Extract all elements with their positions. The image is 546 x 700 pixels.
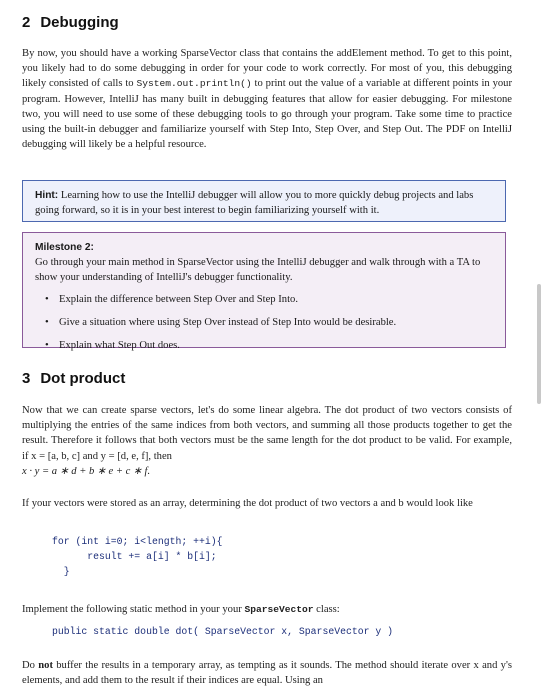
- text-span: Implement the following static method in your your: [22, 604, 245, 615]
- section-number: 3: [22, 370, 31, 387]
- scrollbar-thumb[interactable]: [537, 284, 541, 404]
- section-heading-debugging: [22, 14, 119, 31]
- text-span: class:: [313, 604, 340, 615]
- section-title: Dot product: [40, 370, 126, 387]
- text-span: If your vectors were stored as an array, determining the dot product of two vectors a and b would look like: [22, 498, 473, 509]
- math-formula: x · y = a ∗ d + b ∗ e + c ∗ f.: [22, 465, 151, 477]
- text-span: and: [82, 450, 99, 462]
- text-span: buffer the results in a temporary array, as tempting as it sounds. The method should iterate over x and y's elements, and add them to the result if their indices are equal. Using an: [22, 660, 512, 687]
- list-item: • Explain what Step Out does.: [45, 338, 493, 353]
- text-span: to print out the value of a variable at different points in your program. However, IntelliJ has many built in debugging features that allow for easier debugging. For milestone two, you will need to use some of these debugging tools to go through your program. Take some time to practice using the built-in debugger and familiarize yourself with Step Into, Step Over, and Step Out. The PDF on IntelliJ debugging will likely be a helpful resource.: [22, 78, 512, 151]
- section-number: 2: [22, 14, 31, 31]
- milestone-box: [22, 232, 506, 352]
- debugging-paragraph: [22, 46, 512, 152]
- inline-code: SparseVector: [244, 604, 314, 615]
- section-heading-dot-product: [22, 370, 125, 387]
- array-paragraph: [22, 496, 512, 511]
- buffer-paragraph: [22, 658, 512, 688]
- hint-text: Learning how to use the IntelliJ debugger will allow you to more quickly debug projects and labs going forward, so it is in your best interest to begin familiarizing yourself with it.: [35, 190, 474, 217]
- code-block-loop: for (int i=0; i<length; ++i){ result += a[i] * b[i]; }: [52, 536, 223, 577]
- list-item: • Explain the difference between Step Over and Step Into.: [45, 292, 493, 307]
- dot-product-paragraph: [22, 403, 512, 479]
- milestone-list: [35, 292, 493, 354]
- hint-box: [22, 180, 506, 222]
- text-span: then: [153, 450, 172, 462]
- bold-text: not: [38, 660, 53, 671]
- text-span: By now, you should have a working SparseVector class that contains the addElement method. To get to this point, you likely had to do some debugging in order for your code to work correctly. For most of you, this debugging likely consisted of calls to: [22, 48, 512, 90]
- math-y: y = [d, e, f],: [100, 450, 152, 462]
- list-item: • Give a situation where using Step Over instead of Step Into would be desirable.: [45, 315, 493, 330]
- text-span: Do: [22, 660, 39, 671]
- code-method-signature: public static double dot( SparseVector x, SparseVector y ): [52, 626, 393, 637]
- implement-paragraph: [22, 602, 512, 617]
- hint-label: Hint:: [35, 190, 59, 201]
- section-title: Debugging: [40, 14, 119, 31]
- milestone-text: Go through your main method in SparseVector using the IntelliJ debugger and walk through with a TA to show your understanding of IntelliJ's debugger functionality.: [35, 257, 481, 284]
- milestone-title: Milestone 2:: [35, 242, 94, 253]
- math-x: x = [a, b, c]: [31, 450, 81, 462]
- text-span: Now that we can create sparse vectors, let's do some linear algebra. The dot product of two vectors consists of multiplying the entries of the same indices from both vectors, and summing all those products together to get the result. Therefore it follows that both vectors must be the same length for the dot product to be valid. For example, if: [22, 405, 512, 462]
- inline-code: System.out.println(): [136, 78, 252, 90]
